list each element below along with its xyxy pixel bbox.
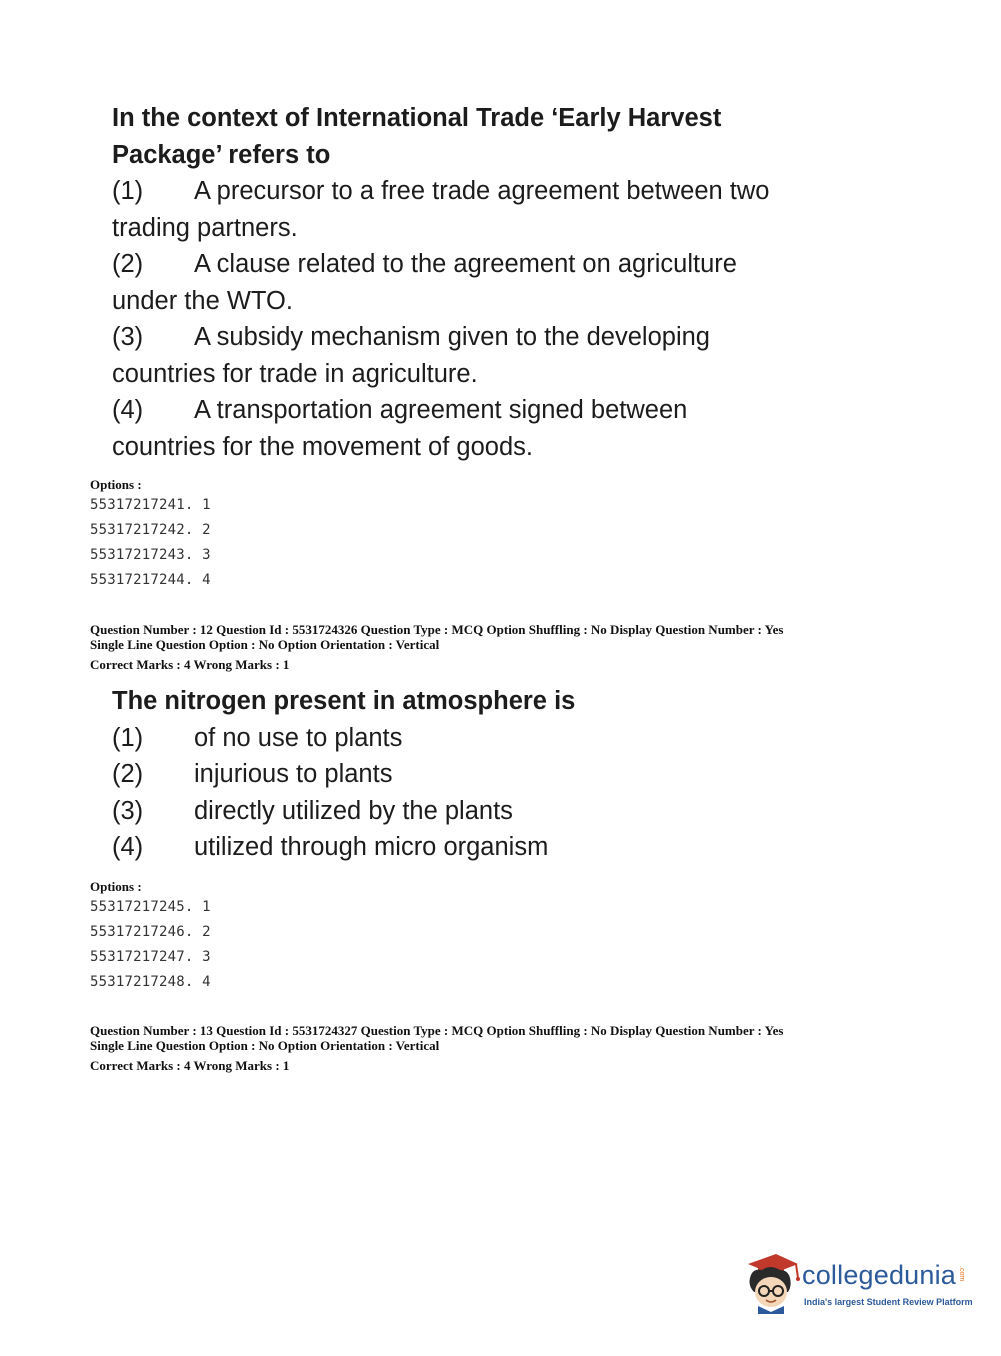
option-number: (2) (112, 760, 144, 788)
option-text-continued: under the WTO. (112, 286, 293, 315)
question-meta-line: Question Number : 12 Question Id : 5531724326 Question Type : MCQ Option Shuffling : No Display Question Number : Yes (90, 622, 784, 637)
option-text: injurious to plants (194, 760, 393, 788)
option-text: A subsidy mechanism given to the developing (194, 323, 710, 351)
option-id: 55317217244. 4 (90, 572, 211, 588)
option-text-continued: countries for trade in agriculture. (112, 359, 478, 388)
question-12-option-4 (112, 829, 872, 866)
option-text-continued: trading partners. (112, 213, 298, 242)
question-12-text (112, 683, 872, 866)
option-id: 55317217246. 2 (90, 924, 211, 940)
question-12-meta (90, 622, 950, 672)
question-12-option-3 (112, 793, 872, 830)
question-11-options-list (90, 477, 211, 593)
question-11-stem (112, 100, 872, 173)
option-text: A transportation agreement signed between (194, 396, 688, 424)
logo-brand-name: collegedunia (802, 1260, 957, 1290)
options-label: Options : (90, 879, 142, 894)
question-12-option-1 (112, 720, 872, 757)
marks-line: Correct Marks : 4 Wrong Marks : 1 (90, 1058, 290, 1073)
question-11-option-3 (112, 319, 872, 392)
question-12-stem: The nitrogen present in atmosphere is (112, 687, 576, 715)
option-text-continued: countries for the movement of goods. (112, 432, 533, 461)
question-11-text (112, 100, 872, 465)
graduate-mascot-icon (740, 1248, 802, 1314)
question-11-option-4 (112, 392, 872, 465)
marks-line: Correct Marks : 4 Wrong Marks : 1 (90, 657, 290, 672)
option-number: (1) (112, 177, 144, 205)
question-13-meta (90, 1023, 950, 1073)
option-number: (2) (112, 250, 144, 278)
option-id: 55317217242. 2 (90, 522, 211, 538)
option-text: of no use to plants (194, 723, 403, 752)
question-11-option-1 (112, 173, 872, 246)
option-text: A clause related to the agreement on agriculture (194, 250, 737, 278)
option-id: 55317217241. 1 (90, 497, 211, 513)
option-id: 55317217248. 4 (90, 974, 211, 990)
option-number: (3) (112, 323, 144, 351)
question-meta-line: Single Line Question Option : No Option Orientation : Vertical (90, 1038, 440, 1053)
option-text: directly utilized by the plants (194, 796, 513, 825)
option-id: 55317217247. 3 (90, 949, 211, 965)
option-text: utilized through micro organism (194, 833, 549, 861)
option-number: (4) (112, 833, 144, 861)
logo-tagline: India's largest Student Review Platform (804, 1297, 973, 1307)
question-11-option-2 (112, 246, 872, 319)
option-text: A precursor to a free trade agreement between two (194, 177, 770, 205)
option-number: (1) (112, 723, 144, 752)
question-12-option-2 (112, 756, 872, 793)
question-11-stem-line1: In the context of International Trade ‘Early Harvest (112, 104, 722, 132)
option-number: (3) (112, 796, 144, 825)
option-id: 55317217243. 3 (90, 547, 211, 563)
question-meta-line: Single Line Question Option : No Option Orientation : Vertical (90, 637, 440, 652)
options-label: Options : (90, 477, 142, 492)
option-number: (4) (112, 396, 144, 424)
logo-domain-suffix: .com (958, 1266, 965, 1282)
question-12-options-list (90, 879, 211, 995)
question-meta-line: Question Number : 13 Question Id : 5531724327 Question Type : MCQ Option Shuffling : No Display Question Number : Yes (90, 1023, 784, 1038)
option-id: 55317217245. 1 (90, 899, 211, 915)
collegedunia-logo[interactable] (740, 1246, 973, 1318)
question-11-stem-line2: Package’ refers to (112, 140, 331, 169)
